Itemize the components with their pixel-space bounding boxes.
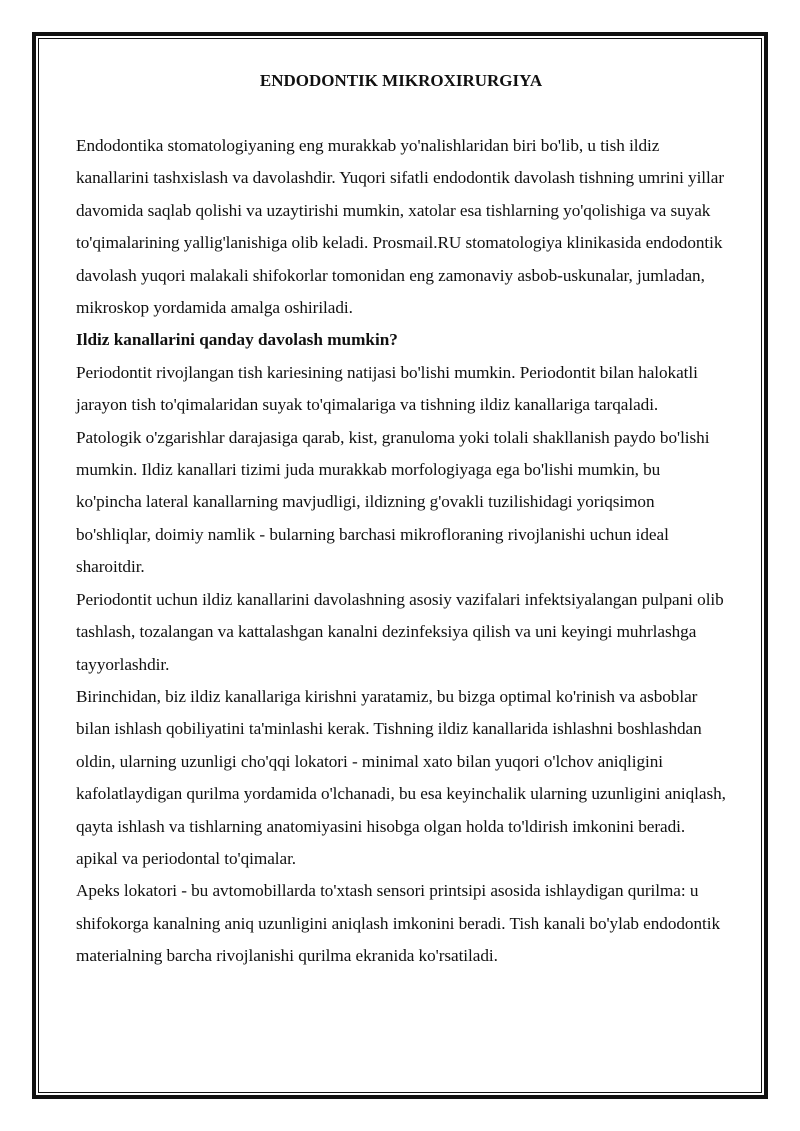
paragraph-intro: Endodontika stomatologiyaning eng murakkab yo'nalishlaridan biri bo'lib, u tish ildiz kanallarini tashxislash va davolashdir. Yuqori sifatli endodontik davolash tishning umrini yillar davomida saqlab qolishi va uzaytirishi mumkin, xatolar esa tishlarning yo'qolishiga va suyak to'qimalarining yallig'lanishiga olib keladi. Prosmail.RU stomatologiya klinikasida endodontik davolash yuqori malakali shifokorlar tomonidan eng zamonaviy asbob-uskunalar, jumladan, mikroskop yordamida amalga oshiriladi. — [76, 136, 725, 318]
paragraph-apex-locator: Apeks lokatori - bu avtomobillarda to'xtash sensori printsipi asosida ishlaydigan qurilma: u shifokorga kanalning aniq uzunligini aniqlash imkonini beradi. Tish kanali bo'ylab endodontik materialning barcha rivojlanishi qurilma ekranida ko'rsatiladi. — [76, 881, 721, 966]
document-title: ENDODONTIK MIKROXIRURGIYA — [259, 71, 543, 90]
paragraph-treatment-tasks: Periodontit uchun ildiz kanallarini davolashning asosiy vazifalari infektsiyalangan pulpani olib tashlash, tozalangan va kattalashgan kanalni dezinfeksiya qilish va uni keyingi muhrlashga tayyorlashdir. — [76, 589, 724, 674]
paragraph-periodontitis: Periodontit rivojlangan tish kariesining natijasi bo'lishi mumkin. Periodontit bilan halokatli jarayon tish to'qimalaridan suyak to'qimalariga va tishning ildiz kanallariga tarqaladi. Patologik o'zgarishlar darajasiga qarab, kist, granuloma yoki tolali shakllanish paydo bo'lishi mumkin. Ildiz kanallari tizimi juda murakkab morfologiyaga ega bo'lishi mumkin, bu ko'pincha lateral kanallarning mavjudligi, ildizning g'ovakli tuzilishidagi yoriqsimon bo'shliqlar, doimiy namlik - bularning barchasi mikrofloraning rivojlanishi uchun ideal sharoitdir. — [76, 362, 710, 577]
paragraph-access-and-length: Birinchidan, biz ildiz kanallariga kirishni yaratamiz, bu bizga optimal ko'rinish va asboblar bilan ishlash qobiliyatini ta'minlashi kerak. Tishning ildiz kanallarida ishlashni boshlashdan oldin, ularning uzunligi cho'qqi lokatori - minimal xato bilan yuqori o'lchov aniqligini kafolatlaydigan qurilma yordamida o'lchanadi, bu esa keyinchalik ularning uzunligini aniqlash, qayta ishlash va tishlarning anatomiyasini hisobga olgan holda to'ldirish imkonini beradi. apikal va periodontal to'qimalar. — [76, 686, 726, 868]
document-body — [76, 70, 726, 973]
section-heading: Ildiz kanallarini qanday davolash mumkin? — [76, 330, 398, 350]
